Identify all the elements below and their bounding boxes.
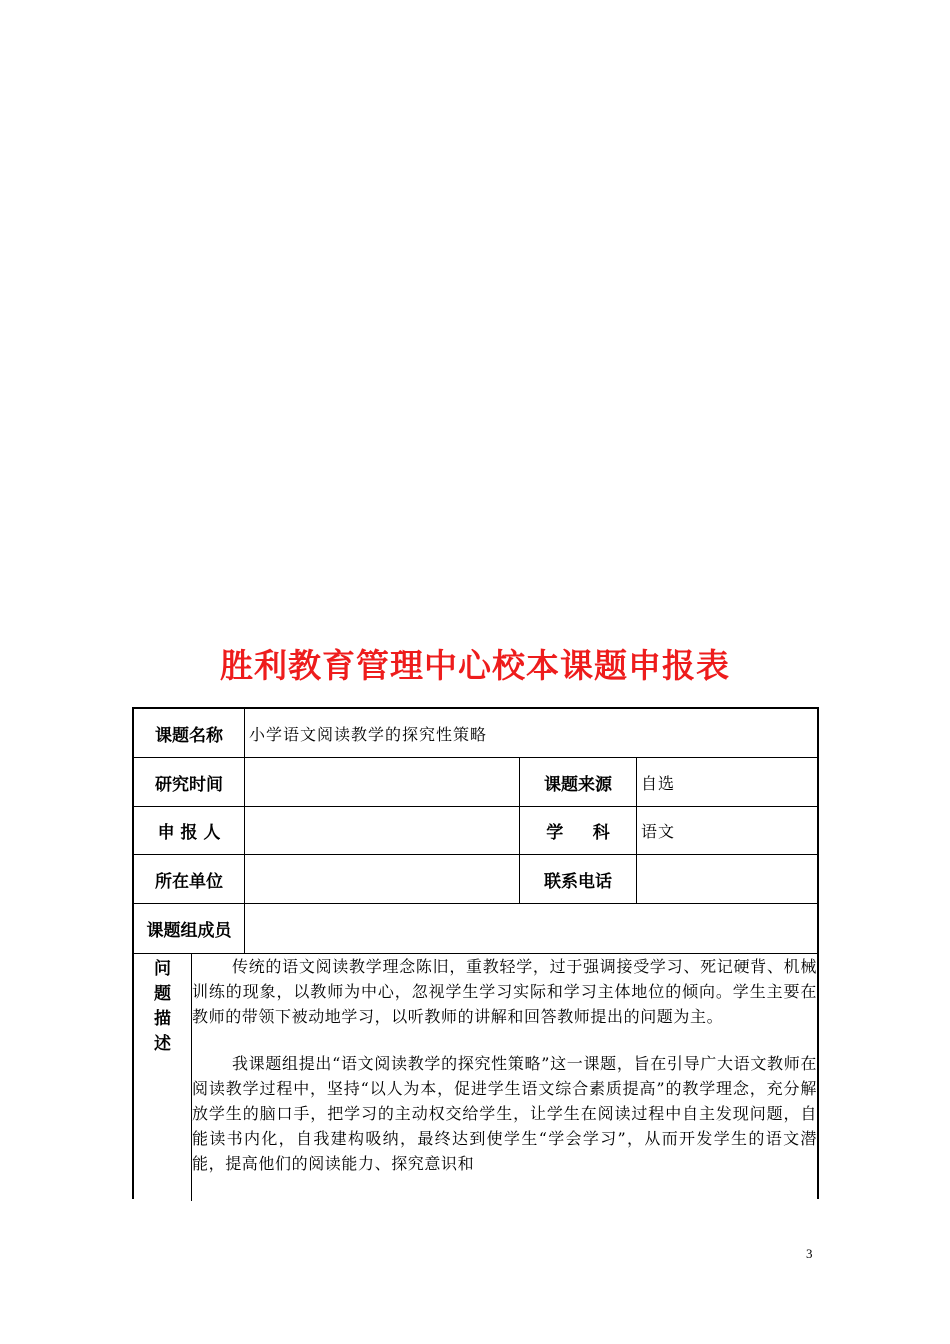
problem-description-text <box>192 954 817 1176</box>
phone-label: 联系电话 <box>520 855 637 903</box>
form-title: 胜利教育管理中心校本课题申报表 <box>220 646 730 685</box>
row-applicant <box>134 807 817 855</box>
applicant-value <box>245 807 520 854</box>
problem-label-char: 问 <box>154 959 171 979</box>
unit-value <box>245 855 520 903</box>
row-topic-name <box>134 709 817 758</box>
row-problem-description <box>134 954 817 1201</box>
problem-paragraph: 我课题组提出“语文阅读教学的探究性策略”这一课题，旨在引导广大语文教师在阅读教学过程中，坚持“以人为本，促进学生语文综合素质提高”的教学理念，充分解放学生的脑口手，把学习的主动权交给学生，让学生在阅读过程中自主发现问题，自能读书内化，自我建构吸纳，最终达到使学生“学会学习”，从而开发学生的语文潜能，提高他们的阅读能力、探究意识和 <box>192 1054 817 1173</box>
research-time-value <box>245 758 520 806</box>
row-unit <box>134 855 817 904</box>
row-research-time <box>134 758 817 807</box>
members-label: 课题组成员 <box>134 904 245 953</box>
topic-name-label: 课题名称 <box>134 709 245 757</box>
problem-paragraph: 传统的语文阅读教学理念陈旧，重教轻学，过于强调接受学习、死记硬背、机械训练的现象，以教师为中心，忽视学生学习实际和学习主体地位的倾向。学生主要在教师的带领下被动地学习，以听教师的讲解和回答教师提出的问题为主。 <box>192 957 817 1026</box>
row-members <box>134 904 817 954</box>
problem-label-char: 述 <box>154 1034 171 1054</box>
applicant-label: 申 报 人 <box>134 807 245 854</box>
members-value <box>245 904 817 953</box>
phone-value <box>637 855 817 903</box>
subject-value: 语文 <box>641 822 676 841</box>
topic-source-value: 自选 <box>641 773 676 793</box>
subject-label: 学 科 <box>520 807 637 854</box>
unit-label: 所在单位 <box>134 855 245 903</box>
problem-label-char: 描 <box>154 1009 171 1029</box>
topic-name-value: 小学语文阅读教学的探究性策略 <box>249 724 488 744</box>
research-time-label: 研究时间 <box>134 758 245 806</box>
page-number: 3 <box>806 1246 813 1261</box>
topic-source-label: 课题来源 <box>520 758 637 806</box>
problem-label-char: 题 <box>154 984 171 1004</box>
application-form-table <box>132 707 819 1199</box>
problem-description-label <box>134 954 192 1201</box>
